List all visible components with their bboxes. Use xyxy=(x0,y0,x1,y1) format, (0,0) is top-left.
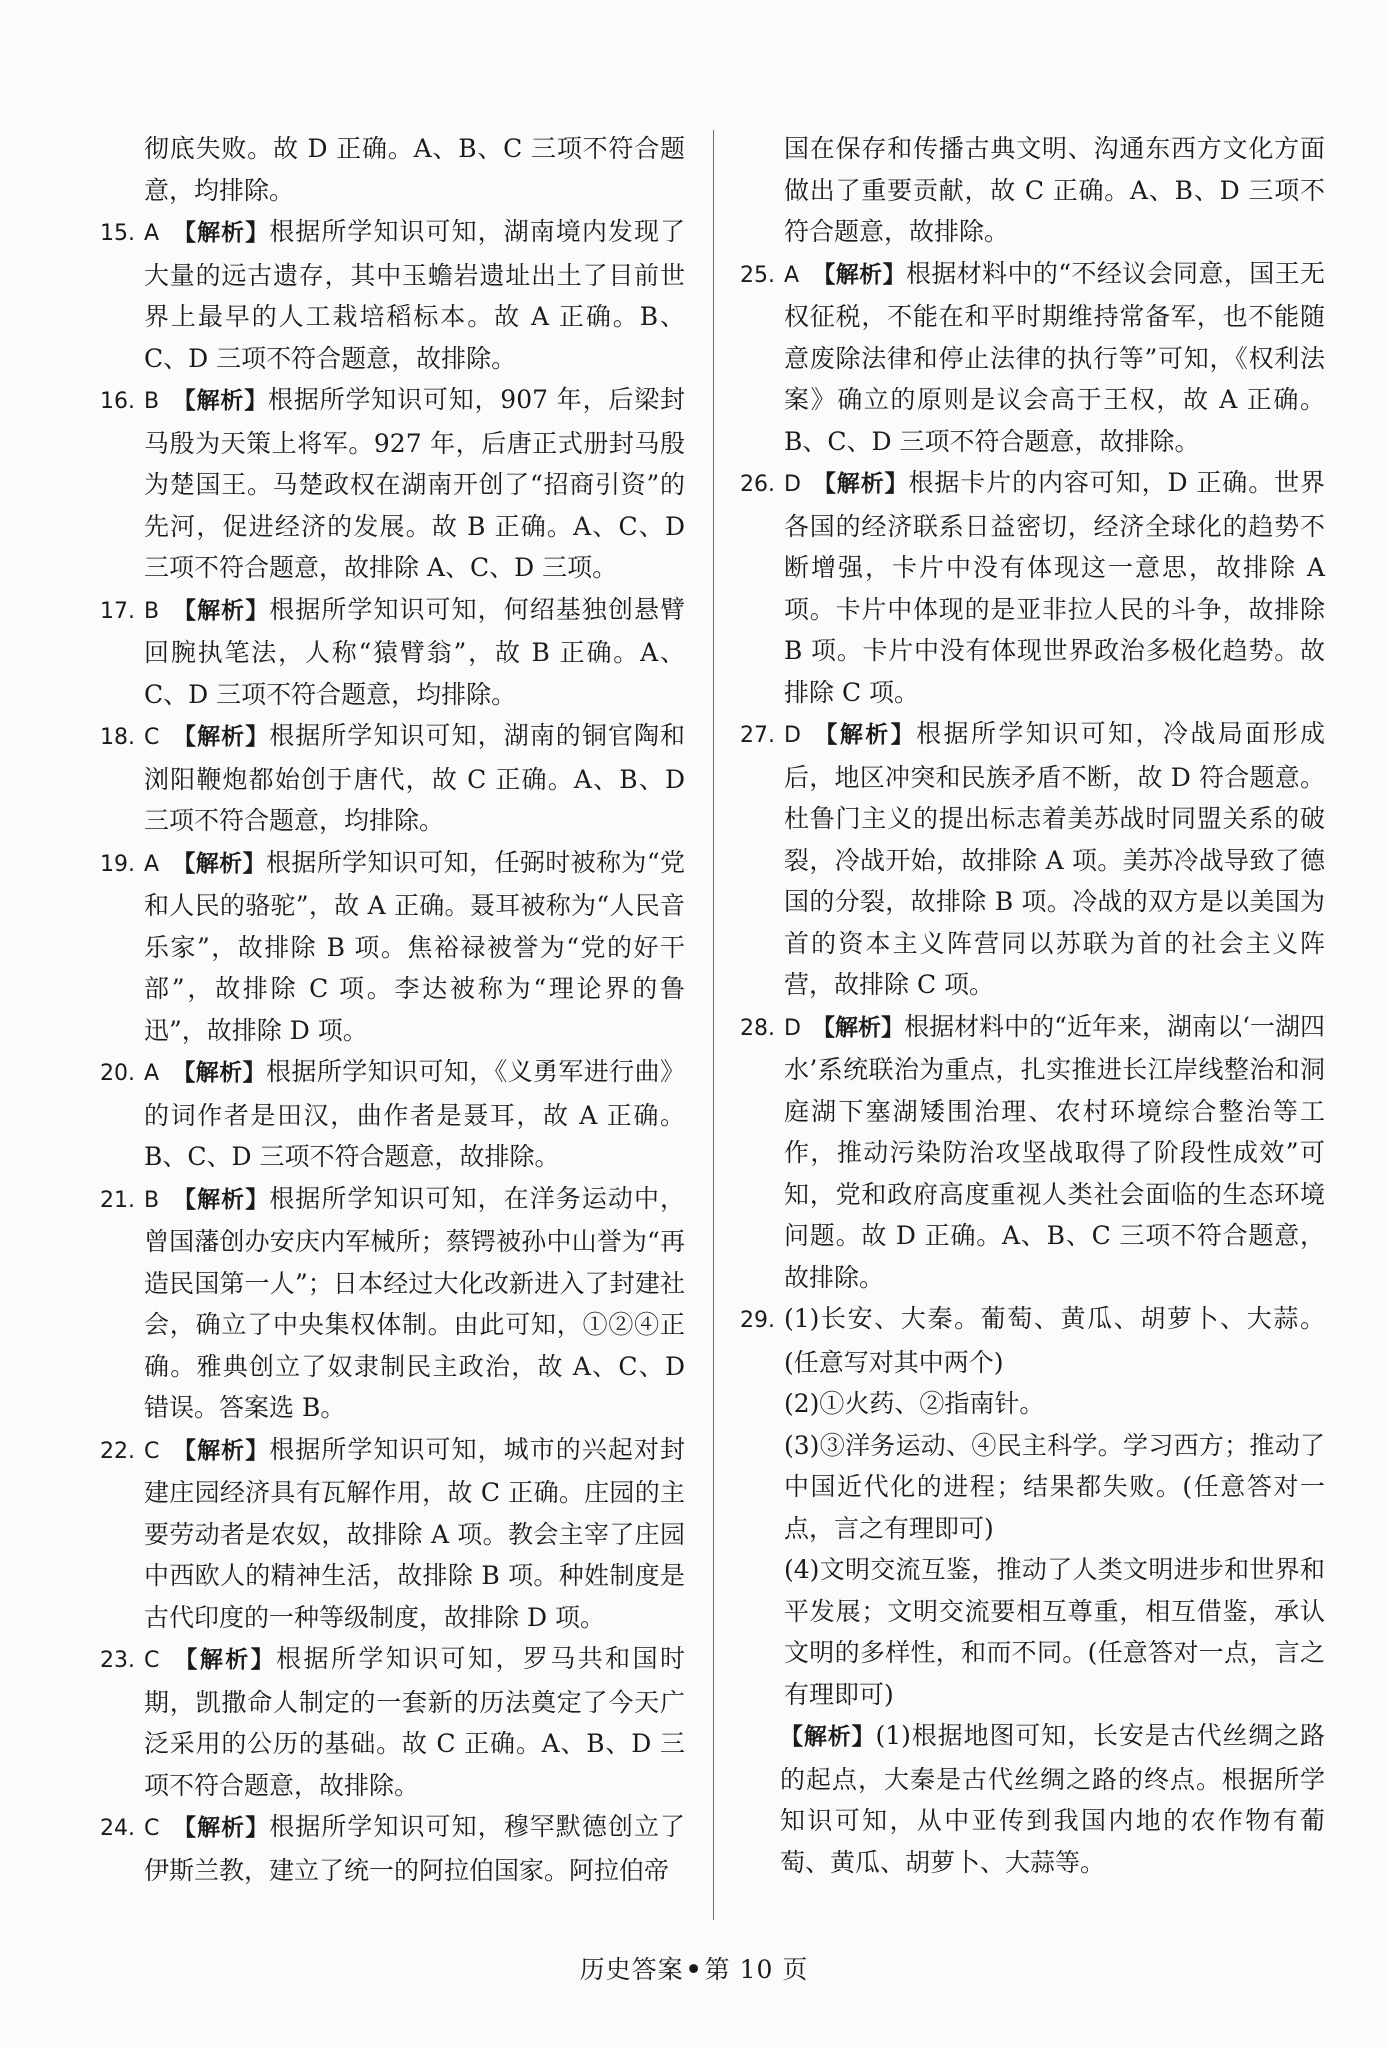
question-number: 23. xyxy=(100,1648,135,1673)
analysis-tag: 【解析】 xyxy=(812,471,909,497)
answer-text: 根据卡片的内容可知，D 正确。世界各国的经济联系日益密切，经济全球化的趋势不断增强，卡片中没有体现这一意思，故排除 A 项。卡片中体现的是亚非拉人民的斗争，故排除 B 项。卡片中没有体现世界政治多极化趋势。故排除 C 项。 xyxy=(784,468,1325,707)
answer-letter: C xyxy=(144,1816,160,1841)
footer-subject: 历史答案 xyxy=(579,1955,684,1984)
analysis-paragraph xyxy=(740,1715,1325,1883)
answer-item xyxy=(100,1806,685,1891)
continuation-text xyxy=(740,1425,1325,1550)
answer-text: 彻底失败。故 D 正确。A、B、C 三项不符合题意，均排除。 xyxy=(144,134,685,205)
left-column xyxy=(100,128,685,1891)
answer-letter: C xyxy=(144,1648,160,1673)
analysis-tag: 【解析】 xyxy=(172,1437,270,1464)
answer-text: 根据所学知识可知，在洋务运动中，曾国藩创办安庆内军械所；蔡锷被孙中山誉为“再造民国第一人”；日本经过大化改新进入了封建社会，确立了中央集权体制。由此可知，①②④正确。雅典创立了奴隶制民主政治，故 A、C、D 错误。答案选 B。 xyxy=(144,1183,685,1422)
answer-item xyxy=(740,1298,1325,1383)
answer-text: (1)长安、大秦。葡萄、黄瓜、胡萝卜、大蒜。(任意写对其中两个) xyxy=(784,1304,1325,1377)
answer-text: (3)③洋务运动、④民主科学。学习西方；推动了中国近代化的进程；结果都失败。(任意答对一点，言之有理即可) xyxy=(784,1430,1325,1543)
analysis-tag: 【解析】 xyxy=(172,850,266,877)
question-number: 17. xyxy=(100,598,135,624)
analysis-tag: 【解析】 xyxy=(812,722,917,748)
answer-letter: D xyxy=(784,723,801,748)
answer-item xyxy=(100,379,685,589)
answer-letter: A xyxy=(144,1061,160,1086)
answer-text: 根据材料中的“近年来，湖南以‘一湖四水’系统联治为重点，扎实推进长江岸线整治和洞庭湖下塞湖矮围治理、农村环境综合整治等工作，推动污染防治攻坚战取得了阶段性成效”可知，党和政府高度重视人类社会面临的生态环境问题。故 D 正确。A、B、C 三项不符合题意，故排除。 xyxy=(784,1011,1325,1292)
answer-text: 国在保存和传播古典文明、沟通东西方文化方面做出了重要贡献，故 C 正确。A、B、D 三项不符合题意，故排除。 xyxy=(784,134,1325,246)
answer-item xyxy=(100,1429,685,1639)
answer-item xyxy=(100,715,685,842)
answer-text: 根据所学知识可知，《义勇军进行曲》的词作者是田汉，曲作者是聂耳，故 A 正确。B、C、D 三项不符合题意，故排除。 xyxy=(144,1057,685,1171)
answer-letter: A xyxy=(784,262,800,288)
answer-letter: C xyxy=(144,725,160,750)
analysis-tag: 【解析】 xyxy=(172,724,270,750)
answer-item xyxy=(100,1178,685,1429)
answer-text: 根据所学知识可知，穆罕默德创立了伊斯兰教，建立了统一的阿拉伯国家。阿拉伯帝 xyxy=(144,1812,685,1885)
answer-item xyxy=(740,1006,1325,1299)
question-number: 15. xyxy=(100,221,135,246)
answer-item xyxy=(100,1051,685,1178)
answer-text: 根据所学知识可知，城市的兴起对封建庄园经济具有瓦解作用，故 C 正确。庄园的主要劳动者是农奴，故排除 A 项。教会主宰了庄园中西欧人的精神生活，故排除 B 项。种姓制度是古代印度的一种等级制度，故排除 D 项。 xyxy=(144,1434,685,1632)
analysis-tag: 【解析】 xyxy=(172,597,270,624)
answer-letter: D xyxy=(784,472,801,497)
answer-text: (4)文明交流互鉴，推动了人类文明进步和世界和平发展；文明交流要相互尊重，相互借鉴，承认文明的多样性，和而不同。(任意答对一点，言之有理即可) xyxy=(784,1555,1325,1709)
answer-text: 根据所学知识可知，湖南境内发现了大量的远古遗存，其中玉蟾岩遗址出土了目前世界上最早的人工栽培稻标本。故 A 正确。B、C、D 三项不符合题意，故排除。 xyxy=(144,217,685,373)
continuation-text xyxy=(740,1549,1325,1715)
analysis-tag: 【解析】 xyxy=(172,388,269,414)
answer-letter: D xyxy=(784,1015,801,1041)
question-number: 29. xyxy=(740,1308,775,1333)
answer-item xyxy=(100,842,685,1052)
answer-text: 根据所学知识可知，907 年，后梁封马殷为天策上将军。927 年，后唐正式册封马殷为楚国王。马楚政权在湖南开创了“招商引资”的先河，促进经济的发展。故 B 正确。A、C、D 三项不符合题意，故排除 A、C、D 三项。 xyxy=(144,385,686,582)
answer-text: 根据所学知识可知，湖南的铜官陶和浏阳鞭炮都始创于唐代，故 C 正确。A、B、D 三项不符合题意，均排除。 xyxy=(144,721,685,835)
analysis-tag: 【解析】 xyxy=(172,1647,277,1673)
question-number: 21. xyxy=(100,1187,135,1213)
column-divider xyxy=(713,130,714,1920)
answer-text: (1)根据地图可知，长安是古代丝绸之路的起点，大秦是古代丝绸之路的终点。根据所学知识可知，从中亚传到我国内地的农作物有葡萄、黄瓜、胡萝卜、大蒜等。 xyxy=(780,1721,1325,1877)
page-footer xyxy=(0,1950,1388,1986)
answer-letter: C xyxy=(144,1438,160,1464)
answer-text: 根据材料中的“不经议会同意，国王无权征税，不能在和平时期维持常备军，也不能随意废除法律和停止法律的执行等”可知，《权利法案》确立的原则是议会高于王权，故 A 正确。B、C、D 三项不符合题意，故排除。 xyxy=(784,258,1325,456)
answer-letter: B xyxy=(144,1187,160,1213)
analysis-tag: 【解析】 xyxy=(780,1724,876,1750)
continuation-text xyxy=(740,1383,1325,1425)
question-number: 27. xyxy=(740,723,775,748)
question-number: 16. xyxy=(100,389,135,414)
question-number: 19. xyxy=(100,851,135,877)
answer-text: 根据所学知识可知，何绍基独创悬臂回腕执笔法，人称“猿臂翁”，故 B 正确。A、C、D 三项不符合题意，均排除。 xyxy=(144,594,685,709)
question-number: 24. xyxy=(100,1816,135,1841)
footer-dot: • xyxy=(685,1955,703,1984)
question-number: 22. xyxy=(100,1438,135,1464)
footer-page-number: 第 10 页 xyxy=(704,1955,809,1984)
right-column xyxy=(740,128,1325,1883)
analysis-tag: 【解析】 xyxy=(812,1014,905,1041)
question-number: 28. xyxy=(740,1015,775,1041)
answer-item xyxy=(100,589,685,716)
answer-letter: A xyxy=(144,221,160,246)
question-number: 25. xyxy=(740,262,775,288)
question-number: 26. xyxy=(740,472,775,497)
question-number: 20. xyxy=(100,1061,135,1086)
answer-letter: B xyxy=(144,598,160,624)
question-number: 18. xyxy=(100,725,135,750)
continuation-text xyxy=(100,128,685,211)
answer-text: (2)①火药、②指南针。 xyxy=(784,1389,1045,1418)
analysis-tag: 【解析】 xyxy=(172,1060,267,1086)
answer-text: 根据所学知识可知，冷战局面形成后，地区冲突和民族矛盾不断，故 D 符合题意。杜鲁门主义的提出标志着美苏战时同盟关系的破裂，冷战开始，故排除 A 项。美苏冷战导致了德国的分裂，故排除 B 项。冷战的双方是以美国为首的资本主义阵营同以苏联为首的社会主义阵营，故排除 C 项。 xyxy=(784,719,1325,999)
answer-text: 根据所学知识可知，任弼时被称为“党和人民的骆驼”，故 A 正确。聂耳被称为“人民音乐家”，故排除 B 项。焦裕禄被誉为“党的好干部”，故排除 C 项。李达被称为“理论界的鲁迅”，故排除 D 项。 xyxy=(144,847,685,1045)
answer-item xyxy=(100,1638,685,1806)
answer-letter: B xyxy=(144,389,160,414)
continuation-text xyxy=(740,128,1325,253)
answer-text: 根据所学知识可知，罗马共和国时期，凯撒命人制定的一套新的历法奠定了今天广泛采用的公历的基础。故 C 正确。A、B、D 三项不符合题意，故排除。 xyxy=(144,1644,685,1800)
answer-item xyxy=(740,462,1325,713)
analysis-tag: 【解析】 xyxy=(812,261,906,288)
analysis-tag: 【解析】 xyxy=(172,1815,270,1841)
analysis-tag: 【解析】 xyxy=(172,220,270,246)
answer-item xyxy=(100,211,685,379)
analysis-tag: 【解析】 xyxy=(172,1186,270,1213)
answer-item xyxy=(740,713,1325,1006)
answer-letter: A xyxy=(144,851,160,877)
answer-item xyxy=(740,253,1325,463)
